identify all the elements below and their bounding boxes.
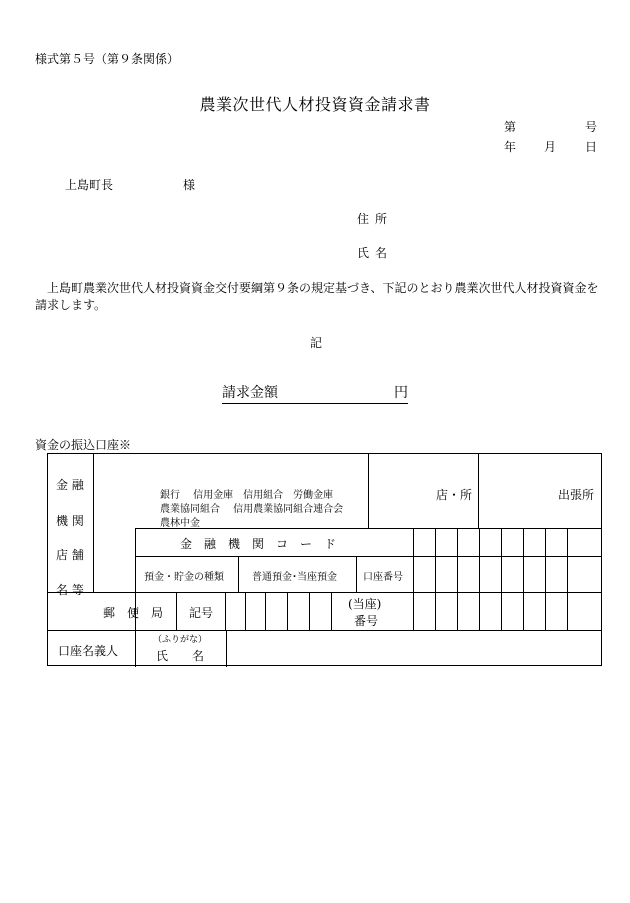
month-label: 月 <box>544 140 557 154</box>
fin-inst-code-label: 金 融 機 関 コ ー ド <box>180 537 337 551</box>
number-label: 番号 <box>354 614 379 628</box>
furigana-label: （ふりがな） <box>153 635 208 645</box>
deposit-type-label: 預金・貯金の種類 <box>144 572 224 583</box>
current-account-label: (当座) <box>348 597 382 611</box>
holder-name-label: 氏 名 <box>156 649 205 663</box>
fin-inst-label-4: 名 等 <box>56 583 84 597</box>
fin-inst-label-1: 金 融 <box>56 478 84 492</box>
branch-label: 店・所 <box>436 488 473 502</box>
bank-types-line2: 農業協同組合 信用農業協同組合連合会 <box>160 504 344 515</box>
amount-label: 請求金額 <box>222 385 278 401</box>
account-section-title: 資金の振込口座※ <box>35 438 132 452</box>
request-body-text: 上島町農業次世代人材投資資金交付要綱第９条の規定基づき、下記のとおり農業次世代人材投資資金を請求します。 <box>35 281 599 312</box>
number-suffix: 号 <box>585 120 598 134</box>
amount-unit: 円 <box>394 385 408 401</box>
deposit-type-value: 普通預金･当座預金 <box>252 572 337 583</box>
amount-line <box>222 382 408 404</box>
account-holder-label: 口座名義人 <box>58 644 119 658</box>
bank-types-line1: 銀行 信用金庫 信用組合 労働金庫 <box>160 490 334 501</box>
day-label: 日 <box>585 140 598 154</box>
bank-account-table <box>47 453 602 666</box>
account-number-label: 口座番号 <box>363 572 403 583</box>
name-label: 氏名 <box>357 246 394 260</box>
form-number: 様式第５号（第９条関係） <box>35 52 180 66</box>
addressee-honorific: 様 <box>183 178 196 192</box>
bank-types-line3: 農林中金 <box>160 518 200 529</box>
ki-label: 記 <box>310 336 323 350</box>
fin-inst-label-3: 店 舗 <box>56 548 84 562</box>
sub-branch-label: 出張所 <box>558 488 595 502</box>
fin-inst-label-2: 機 関 <box>56 514 84 528</box>
number-prefix: 第 <box>504 120 517 134</box>
document-title: 農業次世代人材投資資金請求書 <box>199 95 431 114</box>
symbol-label: 記号 <box>189 606 214 620</box>
year-label: 年 <box>504 140 517 154</box>
addressee-mayor: 上島町長 <box>65 178 114 192</box>
address-label: 住所 <box>357 212 394 226</box>
post-office-label: 郵 便 局 <box>103 606 164 620</box>
